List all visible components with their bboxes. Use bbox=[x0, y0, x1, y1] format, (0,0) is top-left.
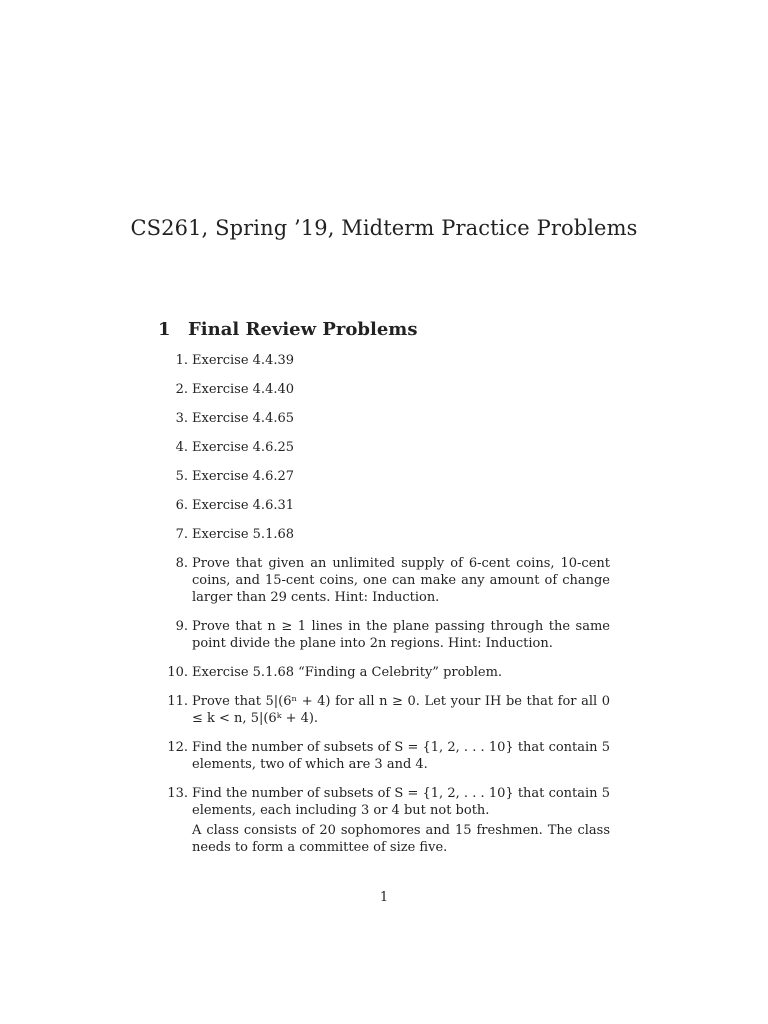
list-item bbox=[160, 410, 610, 427]
item-text: Prove that n ≥ 1 lines in the plane passing through the same point divide the plane into 2n regions. Hint: Induction. bbox=[192, 619, 610, 651]
item-number: 12. bbox=[167, 740, 188, 755]
item-text: Exercise 4.4.65 bbox=[192, 411, 295, 426]
page-number: 1 bbox=[379, 890, 389, 905]
item-number: 2. bbox=[175, 382, 188, 397]
section-number: 1 bbox=[158, 319, 171, 340]
item-text: Find the number of subsets of S = {1, 2, . . . 10} that contain 5 elements, each including 3 or 4 but not both. bbox=[192, 786, 610, 818]
item-number: 13. bbox=[167, 786, 188, 801]
list-item bbox=[160, 497, 610, 514]
list-item bbox=[160, 693, 610, 727]
list-item bbox=[160, 664, 610, 681]
item-number: 11. bbox=[167, 694, 188, 709]
item-text: Exercise 5.1.68 “Finding a Celebrity” problem. bbox=[192, 665, 503, 680]
page-title: CS261, Spring ’19, Midterm Practice Problems bbox=[130, 216, 638, 240]
item-number: 9. bbox=[175, 619, 188, 634]
item-number: 10. bbox=[167, 665, 188, 680]
problem-list bbox=[160, 352, 610, 868]
item-text: Exercise 4.6.31 bbox=[192, 498, 295, 513]
item-continuation: A class consists of 20 sophomores and 15 freshmen. The class needs to form a committee of size five. bbox=[192, 823, 610, 855]
list-item bbox=[160, 555, 610, 606]
item-text: Exercise 4.6.27 bbox=[192, 469, 295, 484]
list-item bbox=[160, 381, 610, 398]
item-text: Exercise 5.1.68 bbox=[192, 527, 295, 542]
item-text: Find the number of subsets of S = {1, 2, . . . 10} that contain 5 elements, two of which are 3 and 4. bbox=[192, 740, 610, 772]
list-item bbox=[160, 526, 610, 543]
item-number: 3. bbox=[175, 411, 188, 426]
item-number: 1. bbox=[175, 353, 188, 368]
item-number: 7. bbox=[175, 527, 188, 542]
item-number: 8. bbox=[175, 556, 188, 571]
list-item bbox=[160, 618, 610, 652]
list-item bbox=[160, 468, 610, 485]
item-number: 6. bbox=[175, 498, 188, 513]
list-item bbox=[160, 739, 610, 773]
item-text: Exercise 4.4.39 bbox=[192, 353, 295, 368]
item-text: Prove that given an unlimited supply of 6-cent coins, 10-cent coins, and 15-cent coins, one can make any amount of change larger than 29 cents. Hint: Induction. bbox=[192, 556, 610, 605]
item-text: Prove that 5|(6ⁿ + 4) for all n ≥ 0. Let your IH be that for all 0 ≤ k < n, 5|(6ᵏ + 4). bbox=[192, 694, 610, 726]
item-text: Exercise 4.4.40 bbox=[192, 382, 295, 397]
list-item bbox=[160, 785, 610, 856]
list-item bbox=[160, 439, 610, 456]
section-heading bbox=[158, 319, 417, 340]
section-title: Final Review Problems bbox=[188, 319, 418, 340]
item-number: 4. bbox=[175, 440, 188, 455]
list-item bbox=[160, 352, 610, 369]
item-text: Exercise 4.6.25 bbox=[192, 440, 295, 455]
item-number: 5. bbox=[175, 469, 188, 484]
